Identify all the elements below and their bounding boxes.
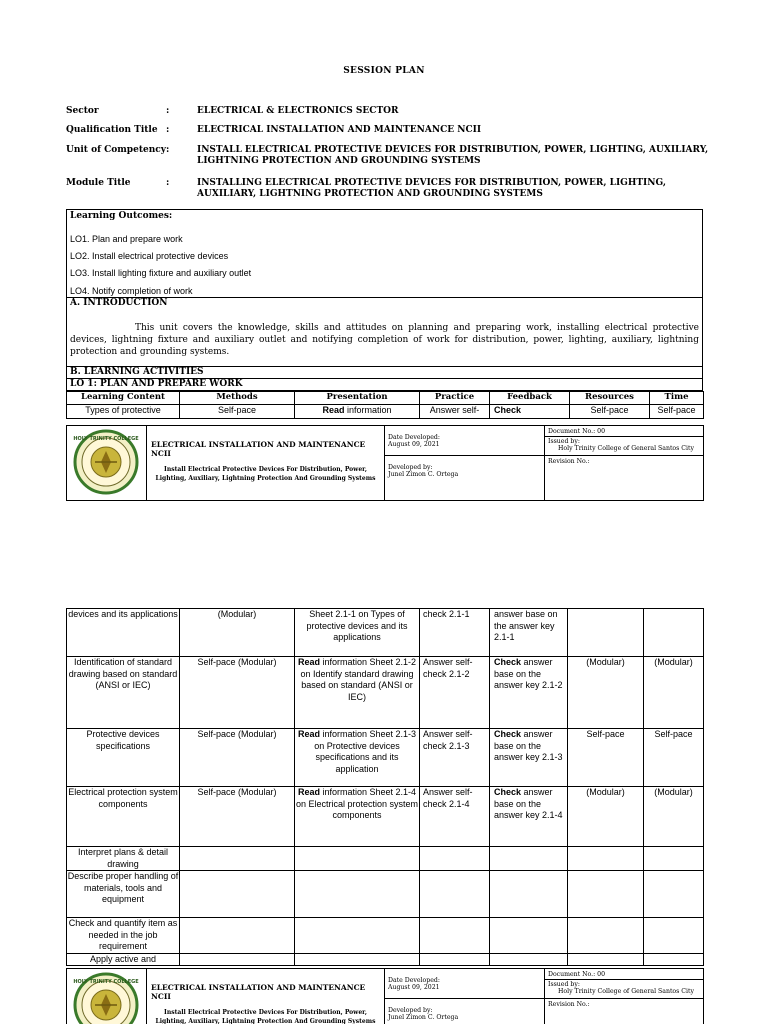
document-issued-cell <box>545 426 704 456</box>
developed-by-value: Junel Zimon C. Ortega <box>388 471 459 478</box>
revision-cell <box>545 999 704 1024</box>
table-row <box>67 918 704 954</box>
presentation-cell <box>295 657 420 729</box>
time-cell: Self-pace <box>644 729 704 787</box>
presentation-cell <box>295 729 420 787</box>
document-number: Document No.: 00 <box>548 971 606 978</box>
methods-cell <box>180 871 295 918</box>
methods-cell <box>180 918 295 954</box>
time-cell <box>644 953 704 966</box>
footer-title: ELECTRICAL INSTALLATION AND MAINTENANCE NCII <box>151 983 366 1001</box>
footer-subtitle: Install Electrical Protective Devices For Distribution, Power, Lighting, Auxiliary, Lightning Protection And Grounding Systems <box>155 1009 376 1024</box>
presentation-cell <box>295 847 420 871</box>
column-header: Practice <box>420 392 490 405</box>
table-row <box>67 657 704 729</box>
date-developed-label: Date Developed: <box>388 434 440 441</box>
meta-colon: : <box>166 145 170 155</box>
cell-text: answer base on the answer key 2.1-2 <box>494 657 563 690</box>
bold-keyword: Read <box>297 787 320 797</box>
practice-cell <box>420 918 490 954</box>
developed-by-label: Developed by: <box>388 464 433 471</box>
column-header: Time <box>650 392 704 405</box>
presentation-cell: Sheet 2.1-1 on Types of protective devices and its applications <box>295 609 420 657</box>
meta-colon: : <box>166 125 170 135</box>
methods-cell: (Modular) <box>180 609 295 657</box>
developed-by-cell <box>385 456 545 501</box>
column-header: Methods <box>180 392 295 405</box>
presentation-cell <box>295 871 420 918</box>
time-cell: (Modular) <box>644 657 704 729</box>
column-header: Resources <box>570 392 650 405</box>
lo1-heading: LO 1: PLAN AND PREPARE WORK <box>66 379 703 391</box>
cell-text: information <box>344 404 392 415</box>
feedback-cell <box>490 657 568 729</box>
feedback-cell <box>490 787 568 847</box>
date-developed-value: August 09, 2021 <box>388 984 440 991</box>
meta-label: Unit of Competency <box>66 145 166 155</box>
meta-value: INSTALL ELECTRICAL PROTECTIVE DEVICES FOR DISTRIBUTION, POWER, LIGHTING, AUXILIARY, LIGHTNING PROTECTION AND GROUNDING SYSTEMS <box>197 145 709 166</box>
table-cell <box>490 404 570 418</box>
resources-cell <box>568 609 644 657</box>
date-developed-cell <box>385 426 545 456</box>
learning-outcomes-heading: Learning Outcomes: <box>70 211 173 221</box>
table-row <box>67 847 704 871</box>
meta-value: ELECTRICAL INSTALLATION AND MAINTENANCE NCII <box>197 125 482 135</box>
methods-cell <box>180 847 295 871</box>
document-number: Document No.: 00 <box>548 428 606 435</box>
resources-cell: Self-pace <box>568 729 644 787</box>
table-cell: Answer self- <box>420 404 490 418</box>
table-row <box>67 729 704 787</box>
bold-keyword: Read <box>322 404 345 415</box>
bold-keyword: Check <box>494 787 522 797</box>
table-cell: Types of protective <box>67 404 180 418</box>
learning-outcome-item: LO1. Plan and prepare work <box>70 234 183 244</box>
page-footer <box>66 425 703 499</box>
logo-cell <box>67 426 147 501</box>
document-issued-cell <box>545 969 704 999</box>
feedback-cell <box>490 918 568 954</box>
methods-cell: Self-pace (Modular) <box>180 787 295 847</box>
feedback-cell <box>490 871 568 918</box>
introduction-box <box>66 297 703 367</box>
learning-outcome-item: LO4. Notify completion of work <box>70 286 193 296</box>
footer-title-cell <box>147 426 385 501</box>
learning-content-cell: Check and quantify item as needed in the job requirement <box>67 918 180 954</box>
date-developed-value: August 09, 2021 <box>388 441 440 448</box>
table-row <box>67 404 704 418</box>
time-cell <box>644 871 704 918</box>
revision-number: Revision No.: <box>548 458 590 465</box>
practice-cell: check 2.1-1 <box>420 609 490 657</box>
practice-cell <box>420 847 490 871</box>
learning-content-cell: Apply active and <box>67 953 180 966</box>
introduction-text: This unit covers the knowledge, skills and attitudes on planning and preparing work, installing electrical protective devices, lightning fixture and auxiliary outlet and notifying completion of work for distribution, power, lighting, auxiliary, lightning protection and grounding systems. <box>70 323 699 357</box>
meta-colon: : <box>166 106 170 116</box>
revision-number: Revision No.: <box>548 1001 590 1008</box>
table-row <box>67 953 704 966</box>
time-cell: (Modular) <box>644 787 704 847</box>
table-header-row <box>67 392 704 405</box>
table-row <box>67 787 704 847</box>
learning-content-cell: devices and its applications <box>67 609 180 657</box>
resources-cell: (Modular) <box>568 787 644 847</box>
time-cell <box>644 609 704 657</box>
date-developed-cell <box>385 969 545 999</box>
practice-cell <box>420 953 490 966</box>
footer-title: ELECTRICAL INSTALLATION AND MAINTENANCE NCII <box>151 440 366 458</box>
cell-text: answer base on the answer key 2.1-4 <box>494 787 563 820</box>
developed-by-cell <box>385 999 545 1024</box>
learning-outcomes-box <box>66 209 703 297</box>
introduction-heading: A. INTRODUCTION <box>70 298 168 308</box>
learning-content-cell: Describe proper handling of materials, tools and equipment <box>67 871 180 918</box>
learning-activities-heading: B. LEARNING ACTIVITIES <box>66 367 703 379</box>
college-seal-icon <box>67 969 145 1024</box>
svg-text:HOLY TRINITY COLLEGE: HOLY TRINITY COLLEGE <box>73 436 139 442</box>
time-cell <box>644 847 704 871</box>
time-cell <box>644 918 704 954</box>
meta-label: Sector <box>66 106 99 116</box>
table-cell: Self-pace <box>570 404 650 418</box>
issued-by-label: Issued by: <box>545 979 703 988</box>
practice-cell: Answer self-check 2.1-4 <box>420 787 490 847</box>
table-row <box>67 871 704 918</box>
resources-cell <box>568 847 644 871</box>
presentation-cell <box>295 787 420 847</box>
table-cell: Self-pace <box>180 404 295 418</box>
meta-value: ELECTRICAL & ELECTRONICS SECTOR <box>197 106 399 116</box>
issued-by-value: Holy Trinity College of General Santos City <box>558 988 694 995</box>
bold-keyword: Check <box>494 404 522 415</box>
cell-text: answer base on the answer key 2.1-3 <box>494 729 563 762</box>
date-developed-label: Date Developed: <box>388 977 440 984</box>
learning-content-cell: Protective devices specifications <box>67 729 180 787</box>
practice-cell <box>420 871 490 918</box>
developed-by-label: Developed by: <box>388 1007 433 1014</box>
meta-label: Qualification Title <box>66 125 158 135</box>
revision-cell <box>545 456 704 501</box>
column-header: Learning Content <box>67 392 180 405</box>
feedback-cell <box>490 847 568 871</box>
table-cell: Self-pace <box>650 404 704 418</box>
footer-title-cell <box>147 969 385 1024</box>
issued-by-value: Holy Trinity College of General Santos City <box>558 445 694 452</box>
resources-cell <box>568 871 644 918</box>
document-title: SESSION PLAN <box>343 66 425 76</box>
table-row <box>67 609 704 657</box>
developed-by-value: Junel Zimon C. Ortega <box>388 1014 459 1021</box>
cell-text: information Sheet 2.1-4 on Electrical protection system components <box>295 787 419 820</box>
practice-cell: Answer self-check 2.1-2 <box>420 657 490 729</box>
meta-label: Module Title <box>66 178 131 188</box>
methods-cell <box>180 953 295 966</box>
column-header: Feedback <box>490 392 570 405</box>
column-header: Presentation <box>295 392 420 405</box>
meta-colon: : <box>166 178 170 188</box>
resources-cell: (Modular) <box>568 657 644 729</box>
learning-outcome-item: LO3. Install lighting fixture and auxiliary outlet <box>70 268 252 278</box>
learning-outcome-item: LO2. Install electrical protective devices <box>70 251 229 261</box>
learning-content-cell: Identification of standard drawing based on standard (ANSI or IEC) <box>67 657 180 729</box>
learning-activities-table <box>66 391 704 419</box>
footer-subtitle: Install Electrical Protective Devices For Distribution, Power, Lighting, Auxiliary, Lightning Protection And Grounding Systems <box>155 466 376 482</box>
feedback-cell <box>490 729 568 787</box>
page-footer <box>66 968 703 1024</box>
bold-keyword: Read <box>297 657 320 667</box>
practice-cell: Answer self-check 2.1-3 <box>420 729 490 787</box>
bold-keyword: Read <box>297 729 320 739</box>
svg-text:HOLY TRINITY COLLEGE: HOLY TRINITY COLLEGE <box>73 979 139 985</box>
feedback-cell <box>490 953 568 966</box>
methods-cell: Self-pace (Modular) <box>180 657 295 729</box>
methods-cell: Self-pace (Modular) <box>180 729 295 787</box>
table-cell <box>295 404 420 418</box>
logo-cell <box>67 969 147 1024</box>
feedback-cell: answer base on the answer key 2.1-1 <box>490 609 568 657</box>
bold-keyword: Check <box>494 729 522 739</box>
learning-content-cell: Interpret plans & detail drawing <box>67 847 180 871</box>
issued-by-label: Issued by: <box>545 436 703 445</box>
bold-keyword: Check <box>494 657 522 667</box>
presentation-cell <box>295 953 420 966</box>
cell-text: information Sheet 2.1-2 on Identify standard drawing based on standard (ANSI or IEC) <box>300 657 417 702</box>
presentation-cell <box>295 918 420 954</box>
resources-cell <box>568 953 644 966</box>
meta-value: INSTALLING ELECTRICAL PROTECTIVE DEVICES FOR DISTRIBUTION, POWER, LIGHTING, AUXILIARY, LIGHTNING PROTECTION AND GROUNDING SYSTEMS <box>197 178 666 199</box>
resources-cell <box>568 918 644 954</box>
learning-content-cell: Electrical protection system components <box>67 787 180 847</box>
cell-text: information Sheet 2.1-3 on Protective devices specifications and its application <box>314 729 417 774</box>
continuation-table <box>66 608 704 966</box>
college-seal-icon <box>67 426 145 498</box>
